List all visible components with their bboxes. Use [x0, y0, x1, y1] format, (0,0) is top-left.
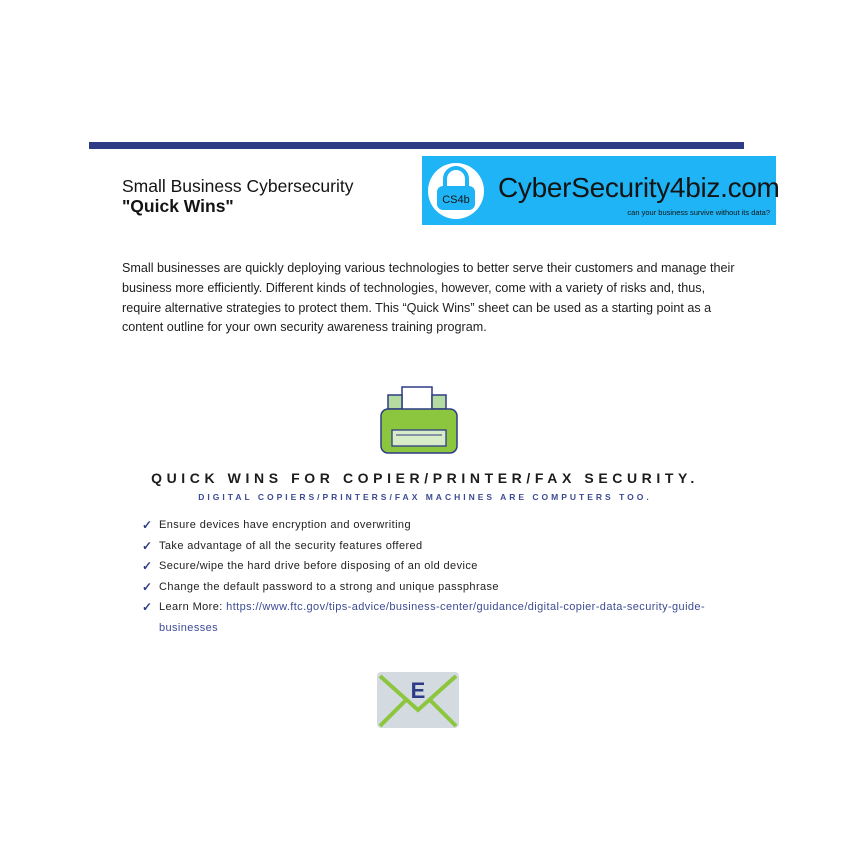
list-item-text: Secure/wipe the hard drive before disposing of an old device [159, 560, 478, 573]
logo-tagline: can your business survive without its data? [627, 208, 770, 217]
check-icon: ✓ [142, 518, 153, 532]
check-icon: ✓ [142, 600, 153, 615]
list-item [140, 536, 730, 557]
padlock-icon [434, 165, 478, 217]
email-envelope-icon [376, 670, 460, 730]
section-heading: QUICK WINS FOR COPIER/PRINTER/FAX SECURITY. [151, 470, 699, 486]
quick-wins-list [140, 515, 730, 639]
page-title [122, 176, 353, 216]
page-title-line2: "Quick Wins" [122, 196, 234, 216]
check-icon: ✓ [142, 538, 153, 553]
list-item [140, 577, 730, 598]
cybersecurity4biz-logo [422, 156, 780, 225]
learn-more-label: Learn More: [159, 601, 227, 614]
list-item-text: Change the default password to a strong and unique passphrase [159, 580, 499, 593]
list-item-text: Take advantage of all the security features offered [159, 539, 423, 552]
list-item-text: Ensure devices have encryption and overwriting [159, 519, 411, 531]
top-divider-bar [89, 142, 744, 149]
page-title-line1: Small Business Cybersecurity [122, 176, 354, 196]
printer-icon [380, 385, 460, 455]
intro-paragraph: Small businesses are quickly deploying various technologies to better serve their customers and manage their business more efficiently. Different kinds of technologies, however, come with a variety of risks and, thus, require alternative strategies to protect them. This “Quick Wins” sheet can be used as a starting point as a content outline for your own security awareness training program. [122, 261, 735, 335]
envelope-letter: E [410, 678, 426, 703]
check-icon: ✓ [142, 559, 153, 574]
learn-more-link[interactable]: https://www.ftc.gov/tips-advice/business-center/guidance/digital-copier-data-security-guide-businesses [159, 601, 706, 634]
list-item [140, 556, 730, 577]
section-subheading: DIGITAL COPIERS/PRINTERS/FAX MACHINES ARE COMPUTERS TOO. [198, 492, 652, 502]
logo-name: CyberSecurity4biz.com [498, 172, 780, 203]
list-item-learn-more [140, 597, 730, 638]
check-icon: ✓ [142, 579, 153, 594]
logo-badge-text: CS4b [442, 194, 470, 206]
list-item [140, 515, 730, 536]
